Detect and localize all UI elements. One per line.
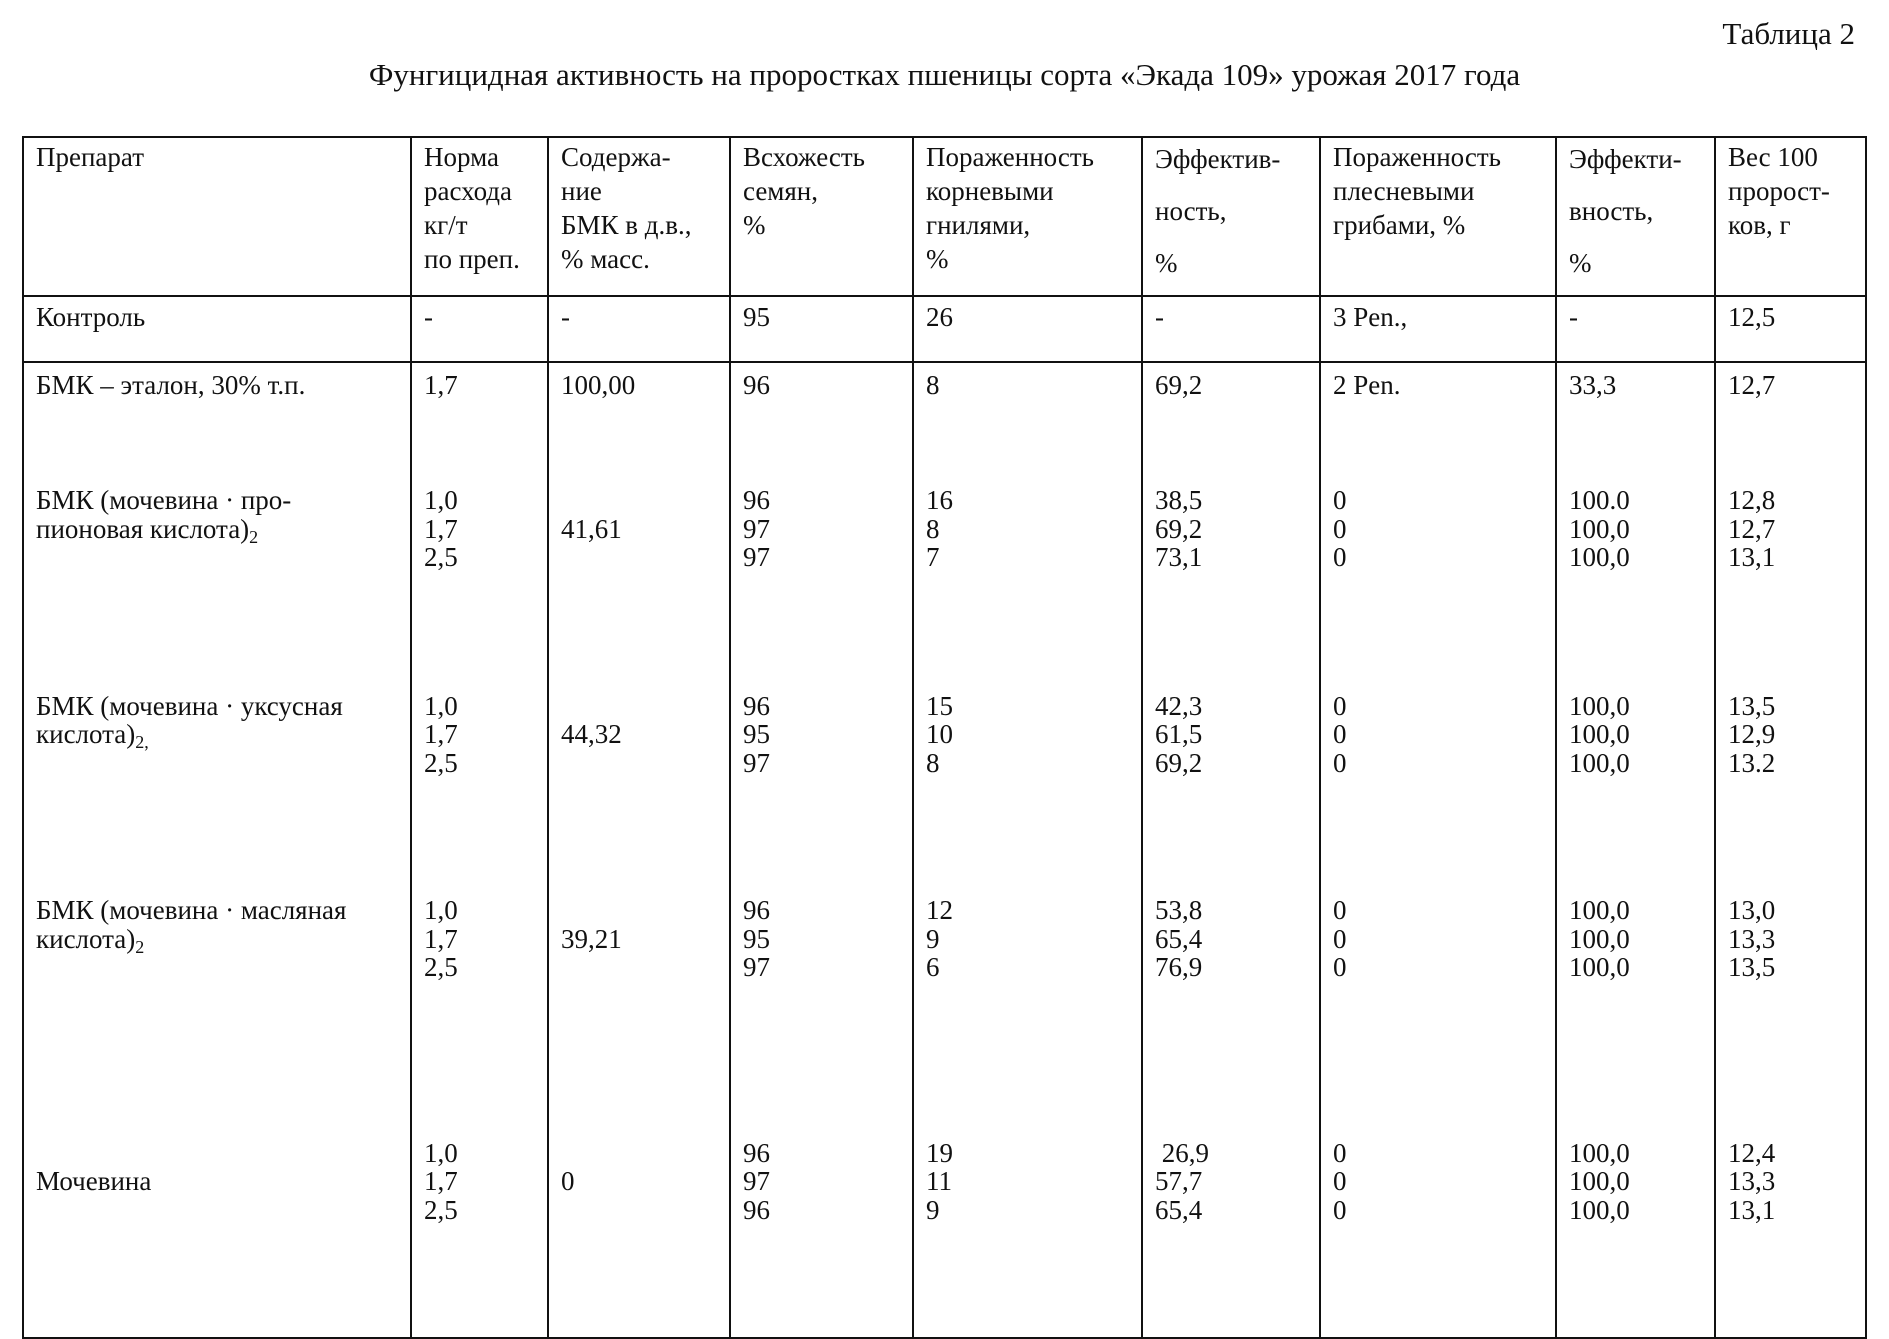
germination-cell (730, 658, 913, 863)
efficiency-1-value: 73,1 (1155, 542, 1203, 572)
preparation-cell (23, 1067, 411, 1339)
col-header-weight: Вес 100 пророст- ков, г (1715, 137, 1866, 296)
mold-value: 0 (1333, 485, 1347, 515)
mold-value: 0 (1333, 1166, 1347, 1196)
weight-value: 13,5 (1728, 952, 1776, 982)
mold-cell (1320, 296, 1556, 362)
germination-value: 96 (743, 1137, 770, 1168)
content-cell (548, 362, 730, 428)
efficiency-1-value: 76,9 (1155, 952, 1203, 982)
rate-value: 2,5 (424, 747, 458, 778)
weight-value: 13,3 (1728, 923, 1776, 954)
root-rot-cell (913, 658, 1142, 863)
preparation-name: Контроль (36, 302, 146, 332)
efficiency-2-value: 100,0 (1569, 895, 1630, 925)
germination-value: 96 (743, 370, 770, 400)
root-rot-value: 6 (926, 952, 940, 982)
weight-value: 12,9 (1728, 719, 1776, 749)
col-header-efficiency-1: Эффектив- ность, % (1142, 137, 1320, 296)
mold-value: 0 (1333, 952, 1347, 982)
root-rot-cell (913, 362, 1142, 428)
root-rot-cell (913, 862, 1142, 1067)
weight-value: 12,8 (1728, 485, 1776, 515)
col-header-rate: Норма расхода кг/т по преп. (411, 137, 548, 296)
efficiency-2-value: 33,3 (1569, 370, 1617, 400)
germination-value: 95 (743, 923, 770, 954)
efficiency-1-value: 61,5 (1155, 719, 1203, 749)
rate-cell (411, 658, 548, 863)
preparation-name-line (36, 513, 410, 547)
germination-value: 96 (743, 1194, 770, 1225)
root-rot-cell (913, 296, 1142, 362)
efficiency-2-value: 100,0 (1569, 513, 1630, 544)
content-value: 41,61 (561, 513, 622, 544)
root-rot-value: 26 (926, 302, 953, 332)
efficiency-2-value: 100,0 (1569, 923, 1630, 954)
efficiency-2-value: 100,0 (1569, 952, 1630, 982)
rate-value: 1,0 (424, 895, 458, 925)
weight-cell (1715, 296, 1866, 362)
content-cell (548, 658, 730, 863)
table-number-label: Таблица 2 (1722, 16, 1855, 51)
rate-value: 1,0 (424, 1137, 458, 1168)
efficiency-1-value: 53,8 (1155, 895, 1203, 925)
root-rot-value: 8 (926, 370, 940, 400)
root-rot-value: 10 (926, 719, 953, 749)
germination-cell (730, 862, 913, 1067)
col-header-efficiency-2: Эффекти- вность, % (1556, 137, 1715, 296)
rate-value: - (424, 302, 433, 332)
rate-value: 1,0 (424, 485, 458, 515)
table-body (23, 296, 1866, 1338)
root-rot-cell (913, 1067, 1142, 1339)
efficiency-2-cell (1556, 862, 1715, 1067)
efficiency-1-cell (1142, 362, 1320, 428)
root-rot-value: 11 (926, 1166, 952, 1196)
efficiency-1-cell (1142, 1067, 1320, 1339)
germination-value: 97 (743, 747, 770, 778)
content-value: 100,00 (561, 370, 636, 400)
germination-value: 97 (743, 542, 770, 572)
weight-value: 12,5 (1728, 302, 1776, 332)
col-header-germination: Всхожесть семян, % (730, 137, 913, 296)
content-cell (548, 296, 730, 362)
efficiency-1-cell (1142, 296, 1320, 362)
table-row (23, 862, 1866, 1067)
preparation-name: БМК – эталон, 30% т.п. (36, 370, 306, 400)
weight-value: 12,4 (1728, 1137, 1776, 1168)
rate-value: 1,7 (424, 1166, 458, 1196)
mold-value: 3 Pen., (1333, 302, 1408, 332)
efficiency-1-value: 65,4 (1155, 1194, 1203, 1225)
rate-value: 2,5 (424, 1194, 458, 1225)
mold-value: 0 (1333, 747, 1347, 778)
efficiency-2-value: 100,0 (1569, 1194, 1630, 1225)
table-row (23, 658, 1866, 863)
rate-value: 1,7 (424, 513, 458, 544)
rate-value: 1,0 (424, 690, 458, 721)
table-row (23, 362, 1866, 428)
efficiency-2-value: 100,0 (1569, 1166, 1630, 1196)
efficiency-2-cell (1556, 1067, 1715, 1339)
root-rot-value: 9 (926, 1194, 940, 1225)
subscript: 2 (249, 526, 259, 547)
preparation-cell (23, 862, 411, 1067)
efficiency-1-value: 65,4 (1155, 923, 1203, 954)
efficiency-1-value: - (1155, 302, 1164, 332)
efficiency-1-value: 26,9 (1155, 1137, 1209, 1168)
mold-value: 0 (1333, 1194, 1347, 1225)
content-value: 39,21 (561, 923, 622, 954)
subscript: 2, (135, 732, 149, 752)
weight-cell (1715, 428, 1866, 658)
weight-cell (1715, 862, 1866, 1067)
germination-value: 97 (743, 952, 770, 982)
germination-cell (730, 1067, 913, 1339)
rate-cell (411, 296, 548, 362)
efficiency-2-cell (1556, 362, 1715, 428)
weight-value: 13.2 (1728, 747, 1776, 778)
rate-value: 1,7 (424, 370, 458, 400)
efficiency-1-value: 69,2 (1155, 370, 1203, 400)
rate-cell (411, 362, 548, 428)
germination-value: 95 (743, 719, 770, 749)
weight-cell (1715, 658, 1866, 863)
root-rot-value: 8 (926, 513, 940, 544)
page-title: Фунгицидная активность на проростках пшеницы сорта «Экада 109» урожая 2017 года (368, 57, 1521, 92)
preparation-name-text: пионовая кислота) (36, 513, 250, 544)
germination-value: 97 (743, 1166, 770, 1196)
weight-value: 12,7 (1728, 370, 1776, 400)
efficiency-2-value: 100,0 (1569, 1137, 1630, 1168)
subscript: 2 (135, 936, 145, 957)
efficiency-2-cell (1556, 658, 1715, 863)
preparation-cell (23, 296, 411, 362)
mold-value: 0 (1333, 690, 1347, 721)
rate-value: 2,5 (424, 542, 458, 572)
root-rot-value: 16 (926, 485, 953, 515)
preparation-name: Мочевина (36, 1166, 152, 1196)
mold-cell (1320, 658, 1556, 863)
col-header-content: Содержа- ние БМК в д.в., % масс. (548, 137, 730, 296)
preparation-name-line (36, 923, 410, 957)
mold-cell (1320, 862, 1556, 1067)
table-row (23, 296, 1866, 362)
germination-cell (730, 296, 913, 362)
preparation-name-line: БМК (мочевина · про- (36, 485, 292, 515)
mold-cell (1320, 1067, 1556, 1339)
col-header-root-rot: Пораженность корневыми гнилями, % (913, 137, 1142, 296)
weight-value: 13,0 (1728, 895, 1776, 925)
root-rot-cell (913, 428, 1142, 658)
rate-cell (411, 1067, 548, 1339)
germination-cell (730, 362, 913, 428)
weight-value: 13,1 (1728, 542, 1776, 572)
preparation-name-line (36, 719, 410, 752)
rate-cell (411, 428, 548, 658)
efficiency-2-cell (1556, 296, 1715, 362)
table-row (23, 428, 1866, 658)
preparation-name-text: кислота) (36, 923, 136, 954)
weight-value: 12,7 (1728, 513, 1776, 544)
root-rot-value: 19 (926, 1137, 953, 1168)
mold-value: 0 (1333, 923, 1347, 954)
germination-cell (730, 428, 913, 658)
content-value: 44,32 (561, 719, 622, 749)
preparation-name-text: кислота) (36, 719, 136, 749)
root-rot-value: 8 (926, 747, 940, 778)
content-cell (548, 428, 730, 658)
root-rot-value: 7 (926, 542, 940, 572)
weight-value: 13,1 (1728, 1194, 1776, 1225)
preparation-cell (23, 428, 411, 658)
rate-value: 1,7 (424, 719, 458, 749)
efficiency-2-value: 100,0 (1569, 690, 1630, 721)
root-rot-value: 12 (926, 895, 953, 925)
col-header-mold: Пораженность плесневыми грибами, % (1320, 137, 1556, 296)
preparation-name-line: БМК (мочевина · уксусная (36, 690, 343, 721)
mold-value: 0 (1333, 719, 1347, 749)
germination-value: 97 (743, 513, 770, 544)
content-cell (548, 862, 730, 1067)
efficiency-1-value: 42,3 (1155, 690, 1203, 721)
weight-value: 13,5 (1728, 690, 1776, 721)
mold-value: 0 (1333, 1137, 1347, 1168)
content-value: - (561, 302, 570, 332)
rate-cell (411, 862, 548, 1067)
efficiency-1-value: 38,5 (1155, 485, 1203, 515)
preparation-name-line: БМК (мочевина · масляная (36, 895, 347, 925)
efficiency-1-cell (1142, 428, 1320, 658)
germination-value: 96 (743, 895, 770, 925)
content-value: 0 (561, 1166, 575, 1196)
efficiency-1-cell (1142, 862, 1320, 1067)
efficiency-1-value: 69,2 (1155, 513, 1203, 544)
efficiency-2-cell (1556, 428, 1715, 658)
mold-value: 0 (1333, 513, 1347, 544)
mold-cell (1320, 428, 1556, 658)
mold-value: 2 Pen. (1333, 370, 1401, 400)
germination-value: 96 (743, 485, 770, 515)
efficiency-1-cell (1142, 658, 1320, 863)
header-row (23, 137, 1866, 296)
mold-cell (1320, 362, 1556, 428)
root-rot-value: 9 (926, 923, 940, 954)
efficiency-2-value: - (1569, 302, 1578, 332)
weight-cell (1715, 362, 1866, 428)
weight-value: 13,3 (1728, 1166, 1776, 1196)
table-row (23, 1067, 1866, 1339)
rate-value: 1,7 (424, 923, 458, 954)
efficiency-2-value: 100,0 (1569, 719, 1630, 749)
weight-cell (1715, 1067, 1866, 1339)
germination-value: 96 (743, 690, 770, 721)
mold-value: 0 (1333, 542, 1347, 572)
root-rot-value: 15 (926, 690, 953, 721)
efficiency-2-value: 100,0 (1569, 747, 1630, 778)
efficiency-2-value: 100.0 (1569, 485, 1630, 515)
content-cell (548, 1067, 730, 1339)
efficiency-1-value: 57,7 (1155, 1166, 1203, 1196)
efficiency-2-value: 100,0 (1569, 542, 1630, 572)
col-header-preparation: Препарат (23, 137, 411, 296)
mold-value: 0 (1333, 895, 1347, 925)
efficiency-1-value: 69,2 (1155, 747, 1203, 778)
germination-value: 95 (743, 302, 770, 332)
preparation-cell (23, 658, 411, 863)
fungicidal-activity-table (22, 136, 1867, 1339)
preparation-cell (23, 362, 411, 428)
rate-value: 2,5 (424, 952, 458, 982)
